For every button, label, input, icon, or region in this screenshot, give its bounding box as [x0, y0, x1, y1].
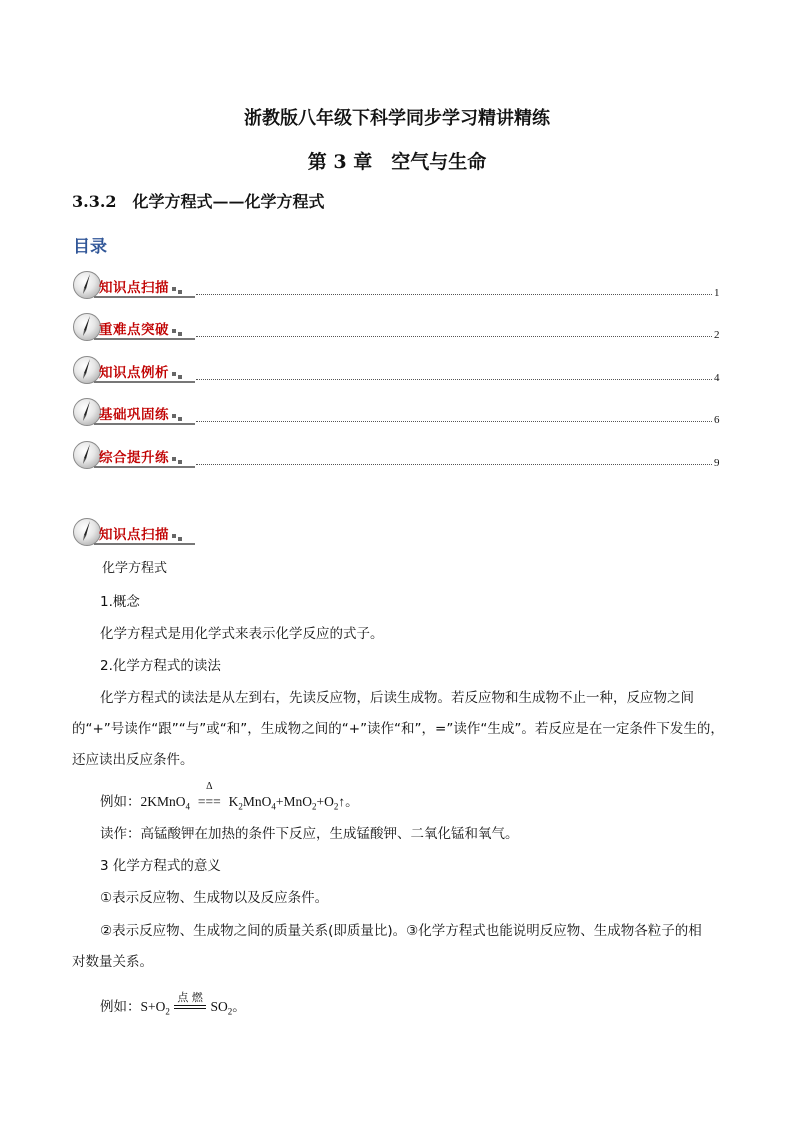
reading-line-3: 还应读出反应条件。 — [72, 752, 194, 768]
eq-subscript: 2 — [227, 1006, 233, 1017]
toc-entry-knowledge-scan[interactable] — [72, 269, 722, 301]
pen-icon — [73, 271, 101, 299]
badge-square — [172, 329, 176, 333]
eq-product: K — [228, 794, 239, 809]
eq-subscript: 4 — [271, 801, 276, 812]
toc-entry-key-points[interactable] — [72, 311, 722, 343]
eq-subscript: 2 — [333, 801, 339, 812]
meaning-2-line-1: ②表示反应物、生成物之间的质量关系(即质量比)。③化学方程式也能说明反应物、生成物各粒子的相 — [100, 923, 702, 939]
eq-product: SO — [210, 999, 228, 1014]
badge-square — [172, 457, 176, 461]
toc-label: 重难点突破 — [99, 322, 169, 338]
toc-entry-comprehensive-practice[interactable] — [72, 439, 722, 471]
section-badge — [72, 516, 197, 548]
badge-square — [178, 332, 182, 336]
reading-line-1: 化学方程式的读法是从左到右，先读反应物，后读生成物。若反应物和生成物不止一种，反应物之间 — [100, 690, 694, 706]
reading-line-2: 的“+”号读作“跟”“与”或“和”，生成物之间的“+”读作“和”，=”读作“生成”。若反应是在一定条件下发生的， — [72, 721, 724, 737]
badge-square — [172, 287, 176, 291]
toc-leader — [196, 336, 712, 337]
toc-page-number: 1 — [714, 287, 720, 299]
eq-heat-arrow: Δ === — [194, 794, 224, 810]
badge-square — [172, 414, 176, 418]
toc-label: 知识点扫描 — [99, 280, 169, 296]
chapter-title: 第 3 章 空气与生命 — [307, 151, 487, 173]
pen-icon — [73, 313, 101, 341]
toc-page-number: 9 — [714, 457, 720, 469]
concept-title: 1.概念 — [100, 594, 140, 610]
meaning-1: ①表示反应物、生成物以及反应条件。 — [100, 890, 329, 906]
badge-underline — [94, 338, 195, 340]
toc-entry-examples[interactable] — [72, 354, 722, 386]
section-badge-knowledge-scan — [72, 516, 722, 548]
toc-leader — [196, 421, 712, 422]
section-heading — [72, 189, 325, 212]
eq-subscript: 2 — [238, 801, 243, 812]
badge-square — [178, 537, 182, 541]
section-number: 3.3.2 — [72, 192, 117, 211]
section-title: 化学方程式——化学方程式 — [132, 192, 325, 211]
eq-suffix: ↑。 — [338, 794, 359, 809]
toc-leader — [196, 379, 712, 380]
toc-heading: 目录 — [73, 237, 107, 257]
eq-reactant: 例如：2KMnO — [100, 794, 186, 809]
eq-product: +MnO — [275, 794, 312, 809]
eq-ignite-arrow — [174, 991, 206, 1009]
pen-icon — [73, 441, 101, 469]
toc-badge — [72, 269, 197, 301]
toc-badge — [72, 396, 197, 428]
toc-page-number: 6 — [714, 414, 720, 426]
eq-subscript: 4 — [185, 801, 191, 812]
toc-badge — [72, 439, 197, 471]
toc-badge — [72, 354, 197, 386]
badge-underline — [94, 543, 195, 545]
toc-label: 综合提升练 — [99, 450, 169, 466]
eq-reactant: 例如：S+O — [100, 999, 166, 1014]
badge-square — [178, 290, 182, 294]
badge-square — [172, 372, 176, 376]
section-badge-label: 知识点扫描 — [99, 527, 169, 543]
badge-underline — [94, 423, 195, 425]
pen-icon — [73, 356, 101, 384]
content-heading: 化学方程式 — [102, 561, 168, 576]
concept-text: 化学方程式是用化学式来表示化学反应的式子。 — [100, 626, 384, 642]
eq-condition: 点 燃 — [177, 991, 203, 1004]
badge-square — [178, 460, 182, 464]
meaning-2-line-2: 对数量关系。 — [72, 954, 153, 970]
example-2-equation — [72, 991, 752, 1017]
badge-square — [178, 417, 182, 421]
badge-underline — [94, 466, 195, 468]
toc-leader — [196, 464, 712, 465]
badge-underline — [94, 381, 195, 383]
toc-leader — [196, 294, 712, 295]
eq-product: +O — [316, 794, 334, 809]
pen-icon — [73, 518, 101, 546]
meaning-title: 3 化学方程式的意义 — [100, 858, 221, 874]
toc-label: 知识点例析 — [99, 365, 169, 381]
document-title: 浙教版八年级下科学同步学习精讲精练 — [244, 108, 550, 129]
badge-underline — [94, 296, 195, 298]
toc-page-number: 2 — [714, 329, 720, 341]
toc-label: 基础巩固练 — [99, 407, 169, 423]
eq-product: MnO — [242, 794, 272, 809]
badge-square — [178, 375, 182, 379]
eq-suffix: 。 — [232, 999, 246, 1015]
eq-condition: Δ — [206, 781, 213, 792]
eq-subscript: 2 — [312, 801, 317, 812]
reading-title: 2.化学方程式的读法 — [100, 658, 221, 674]
example-1-equation — [72, 781, 752, 812]
toc-entry-basic-practice[interactable] — [72, 396, 722, 428]
example-1-reading: 读作：高锰酸钾在加热的条件下反应，生成锰酸钾、二氧化锰和氧气。 — [100, 826, 519, 842]
toc-badge — [72, 311, 197, 343]
pen-icon — [73, 398, 101, 426]
badge-square — [172, 534, 176, 538]
toc-page-number: 4 — [714, 372, 720, 384]
eq-subscript: 2 — [165, 1006, 170, 1017]
